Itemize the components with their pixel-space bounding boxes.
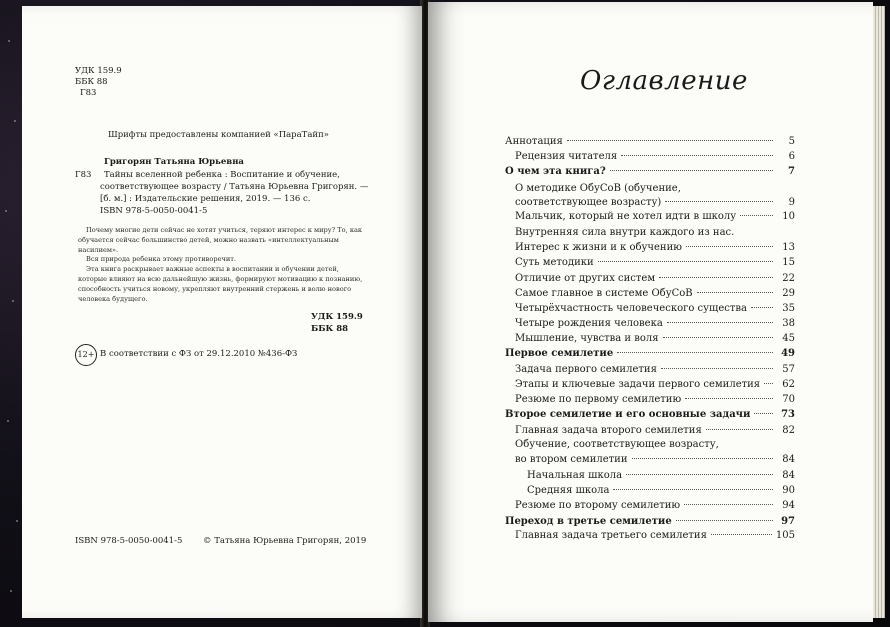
isbn-footer: ISBN 978-5-0050-0041-5 [75,536,183,546]
toc-entry [505,439,795,453]
toc-entry-label: Рецензия читателя [515,151,618,162]
toc-entry-label: Суть методики [515,257,594,268]
toc-entry-page: 82 [782,425,795,436]
toc-entry [505,303,795,317]
toc-leader-dots [754,413,773,414]
toc-entry [505,288,795,302]
toc-entry [505,454,795,468]
bib-line-3: [б. м.] : Издательские решения, 2019. — 136 с. [100,194,311,204]
bbk-bottom: ББК 88 [311,324,349,334]
toc-entry-label: Отличие от других систем [515,273,656,284]
toc-entry [505,257,795,271]
toc-leader-dots [621,155,773,156]
toc-entry [505,166,795,180]
toc-entry-page: 84 [782,470,795,481]
toc-entry-page: 6 [788,151,795,162]
toc-entry-page: 84 [782,454,795,465]
toc-entry [505,318,795,332]
toc-entry-label: Мышление, чувства и воля [515,333,659,344]
bib-line-1: Тайны вселенной ребенка : Воспитание и обучение, [104,170,340,180]
toc-entry [505,273,795,287]
toc-entry [505,425,795,439]
toc-leader-dots [659,277,773,278]
toc-entry [505,183,795,197]
toc-entry-page: 62 [782,379,795,390]
bib-line-4: ISBN 978-5-0050-0041-5 [100,206,208,216]
toc-entry-label: Аннотация [505,136,563,147]
toc-leader-dots [613,489,773,490]
toc-entry [505,211,795,225]
toc-entry-page: 94 [782,500,795,511]
toc-entry-page: 70 [782,394,795,405]
toc-entry-label: О чем эта книга? [505,166,606,177]
toc-entry-label: Главная задача третьего семилетия [515,530,707,541]
toc-entry-page: 5 [788,136,795,147]
toc-entry-label: Первое семилетие [505,348,614,359]
toc-leader-dots [567,140,773,141]
toc-leader-dots [751,307,773,308]
toc-entry-page: 38 [782,318,795,329]
toc-entry-page: 45 [782,333,795,344]
annotation-paragraph: Вся природа ребенка этому противоречит. [86,255,236,264]
toc-entry-label: Мальчик, который не хотел идти в школу [515,211,737,222]
toc-entry-label: Четырёхчастность человеческого существа [515,303,747,314]
copyright-footer: © Татьяна Юрьевна Григорян, 2019 [203,536,367,546]
toc-entry-label: Главная задача второго семилетия [515,425,702,436]
toc-leader-dots [764,383,773,384]
page-edges [873,6,885,618]
toc-leader-dots [697,292,773,293]
toc-entry-label: Второе семилетие и его основные задачи [505,409,751,420]
toc-entry-page: 97 [781,516,795,527]
toc-leader-dots [661,368,773,369]
toc-entry-label: Самое главное в системе ОбуСоВ [515,288,693,299]
toc-entry-label: Резюме по первому семилетию [515,394,682,405]
toc-leader-dots [632,458,774,459]
toc-leader-dots [685,398,773,399]
toc-entry [505,530,795,544]
toc-leader-dots [663,337,773,338]
toc-entry-label: Резюме по второму семилетию [515,500,681,511]
toc-entry-label: Интерес к жизни и к обучению [515,242,682,253]
toc-entry-page: 22 [782,273,795,284]
toc-entry-page: 10 [782,211,795,222]
udk-bottom: УДК 159.9 [311,312,363,322]
toc-leader-dots [610,170,773,171]
toc-entry-page: 29 [782,288,795,299]
toc-entry [505,242,795,256]
toc-entry-label: Начальная школа [527,470,623,481]
toc-entry [505,227,795,241]
code-top: Г83 [80,88,97,98]
age-rating-badge: 12+ [75,344,97,366]
toc-leader-dots [665,201,773,202]
toc-leader-dots [711,534,772,535]
toc-entry [505,379,795,393]
fonts-credit: Шрифты предоставлены компанией «ПараТайп» [108,130,329,140]
code-side: Г83 [75,170,92,180]
toc-entry-label: Средняя школа [527,485,610,496]
toc-leader-dots [626,474,773,475]
toc-leader-dots [706,429,773,430]
toc-leader-dots [684,504,773,505]
toc-entry [505,348,795,362]
toc-entry-page: 57 [782,364,795,375]
toc-entry-label: Переход в третье семилетие [505,516,672,527]
toc-entry-page: 7 [788,166,795,177]
toc-entry [505,197,795,211]
toc-entry-label: Обучение, соответствующее возрасту, [515,439,719,450]
annotation-text [78,226,368,304]
toc-entry [505,364,795,378]
toc-leader-dots [686,246,773,247]
toc-leader-dots [667,322,773,323]
toc-entry-label: Этапы и ключевые задачи первого семилетия [515,379,761,390]
toc-entry [505,333,795,347]
toc-entry-label: соответствующее возрасту) [515,197,662,208]
toc-leader-dots [617,352,773,353]
author-name: Григорян Татьяна Юрьевна [104,157,244,167]
toc-entry-page: 15 [782,257,795,268]
bib-line-2: соответствующее возрасту / Татьяна Юрьевна Григорян. — [100,182,369,192]
toc-entry-page: 90 [782,485,795,496]
bbk-top: ББК 88 [75,77,108,87]
toc-entry [505,485,795,499]
toc-leader-dots [598,261,773,262]
toc-entry-label: Четыре рождения человека [515,318,663,329]
toc-title: Оглавление [580,66,748,96]
toc-entry-label: во втором семилетии [515,454,628,465]
toc-entry [505,409,795,423]
toc-entry [505,470,795,484]
toc-entry-label: О методике ОбуСоВ (обучение, [515,183,681,194]
toc-leader-dots [676,520,773,521]
toc-entry [505,151,795,165]
toc-entry-page: 105 [775,530,795,541]
toc-entry-page: 35 [782,303,795,314]
toc-entry [505,136,795,150]
toc-entry [505,394,795,408]
toc-entry [505,516,795,530]
toc-entry-page: 49 [781,348,795,359]
law-text: В соответствии с ФЗ от 29.12.2010 №436-ФЗ [100,349,298,359]
toc-entry-page: 73 [781,409,795,420]
udk-top: УДК 159.9 [75,66,122,76]
toc-entry [505,500,795,514]
toc-entry-label: Задача первого семилетия [515,364,657,375]
toc-leader-dots [740,215,773,216]
toc-entry-page: 13 [782,242,795,253]
toc-entry-page: 9 [788,197,795,208]
annotation-paragraph: Почему многие дети сейчас не хотят учиться, теряют интерес к миру? То, как обучается сейчас большинство детей, можно назвать «интеллектуальным насилием». [78,226,363,254]
toc-entry-label: Внутренняя сила внутри каждого из нас. [515,227,735,238]
annotation-paragraph: Эта книга раскрывает важные аспекты в воспитании и обучении детей, которые влияют на всю дальнейшую жизнь, формируют мотивацию к познанию, способность учиться новому, укрепляют внутренний стержень и волю нового человека будущего. [78,265,363,303]
